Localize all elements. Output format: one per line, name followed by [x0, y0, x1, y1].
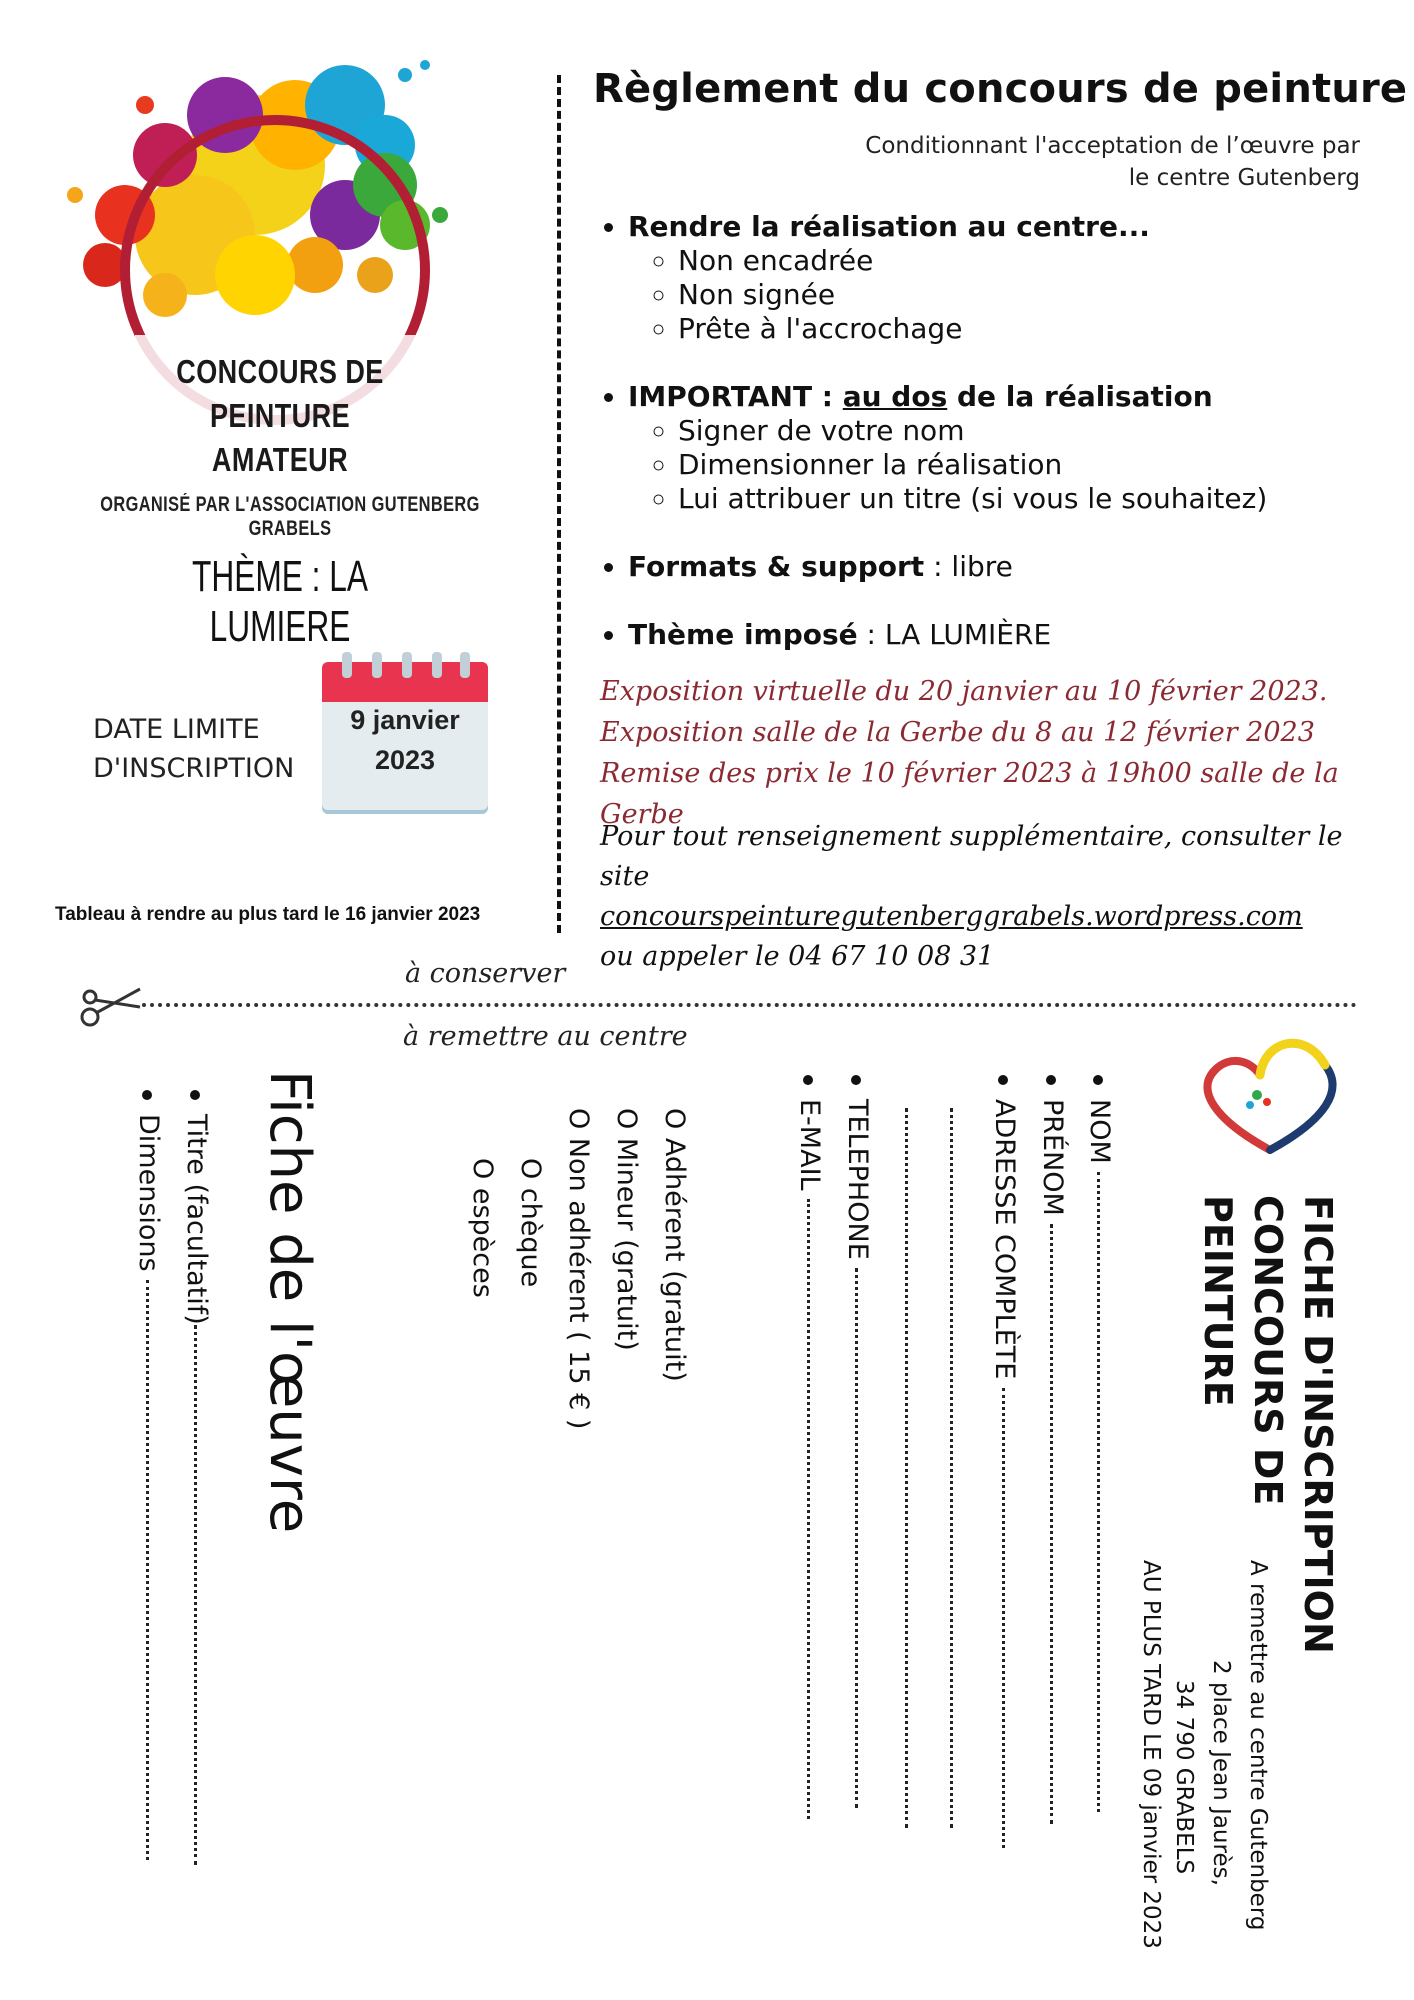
rule-subitem: ◦ Non encadrée: [678, 244, 1408, 278]
organizer-text: ORGANISÉ PAR L'ASSOCIATION GUTENBERG GRABELS: [100, 493, 480, 540]
field-dimensions[interactable]: Dimensions: [133, 1090, 164, 1860]
deadline-date: 9 janvier 2023: [350, 705, 460, 775]
registration-title: FICHE D'INSCRIPTION CONCOURS DE PEINTURE: [1196, 1195, 1340, 1654]
return-label: à remettre au centre: [403, 1021, 688, 1052]
website-link[interactable]: concourspeinturegutenberggrabels.wordpress.com: [600, 901, 1303, 932]
association-heart-logo: [1195, 1030, 1345, 1160]
rule-item: • Rendre la réalisation au centre... ◦ Non encadrée ◦ Non signée ◦ Prête à l'accrochage: [628, 210, 1408, 346]
deadline-label: DATE LIMITE D'INSCRIPTION: [93, 714, 295, 784]
return-deadline: AU PLUS TARD LE 09 janvier 2023: [1138, 1560, 1164, 1949]
rule-subitem: ◦ Lui attribuer un titre (si vous le souhaitez): [678, 482, 1408, 516]
cut-line: [142, 1003, 1357, 1007]
delivery-note: Tableau à rendre au plus tard le 16 janvier 2023: [55, 904, 481, 925]
rule-subitem: ◦ Non signée: [678, 278, 1408, 312]
rule-subitem: ◦ Signer de votre nom: [678, 414, 1408, 448]
return-address: A remettre au centre Gutenberg 2 place Jean Jaurès, 34 790 GRABELS: [1171, 1560, 1271, 1931]
rule-subitem: ◦ Prête à l'accrochage: [678, 312, 1408, 346]
keep-label: à conserver: [405, 958, 566, 989]
field-titre[interactable]: Titre (facultatif): [181, 1090, 212, 1865]
event-dates: Exposition virtuelle du 20 janvier au 10 février 2023. Exposition salle de la Gerbe du 8 au 12 février 2023 Remise des prix le 10 février 2023 à 19h00 salle de la Gerbe: [600, 676, 1339, 830]
field-adresse-line3[interactable]: [898, 1108, 917, 1828]
contest-title: CONCOURS DE PEINTURE AMATEUR: [176, 353, 384, 478]
field-adresse-line2[interactable]: [943, 1108, 962, 1828]
rule-item: • Thème imposé : LA LUMIÈRE: [628, 618, 1408, 652]
option-especes[interactable]: O espèces: [467, 1158, 498, 1298]
rule-item: • IMPORTANT : au dos de la réalisation ◦ Signer de votre nom ◦ Dimensionner la réalisation ◦ Lui attribuer un titre (si vous le souhaitez): [628, 380, 1408, 516]
vertical-divider: [557, 75, 561, 933]
field-prenom[interactable]: PRÉNOM: [1037, 1075, 1068, 1824]
option-cheque[interactable]: O chèque: [515, 1158, 546, 1288]
option-adherent[interactable]: O Adhérent (gratuit): [659, 1108, 690, 1382]
scissors-icon: [78, 983, 142, 1029]
field-telephone[interactable]: TELEPHONE: [842, 1075, 873, 1808]
rule-item: • Formats & support : libre: [628, 550, 1408, 584]
option-non-adherent[interactable]: O Non adhérent ( 15 € ): [563, 1108, 594, 1430]
field-adresse[interactable]: ADRESSE COMPLÈTE: [989, 1075, 1020, 1848]
option-mineur[interactable]: O Mineur (gratuit): [611, 1108, 642, 1351]
rules-title: Règlement du concours de peinture: [593, 66, 1408, 112]
theme-heading: THÈME : LA LUMIERE: [191, 552, 369, 651]
field-email[interactable]: E-MAIL: [794, 1075, 825, 1819]
rules-subtitle: Conditionnant l'acceptation de l’œuvre par le centre Gutenberg: [865, 133, 1360, 191]
contact-info: Pour tout renseignement supplémentaire, consulter le site concourspeinturegutenberggrabels.wordpress.com ou appeler le 04 67 10 08 31: [600, 817, 1400, 977]
artwork-sheet-title: Fiche de l'œuvre: [257, 1070, 322, 1534]
rules-list: [600, 210, 1408, 652]
field-nom[interactable]: NOM: [1084, 1075, 1115, 1812]
rule-subitem: ◦ Dimensionner la réalisation: [678, 448, 1408, 482]
